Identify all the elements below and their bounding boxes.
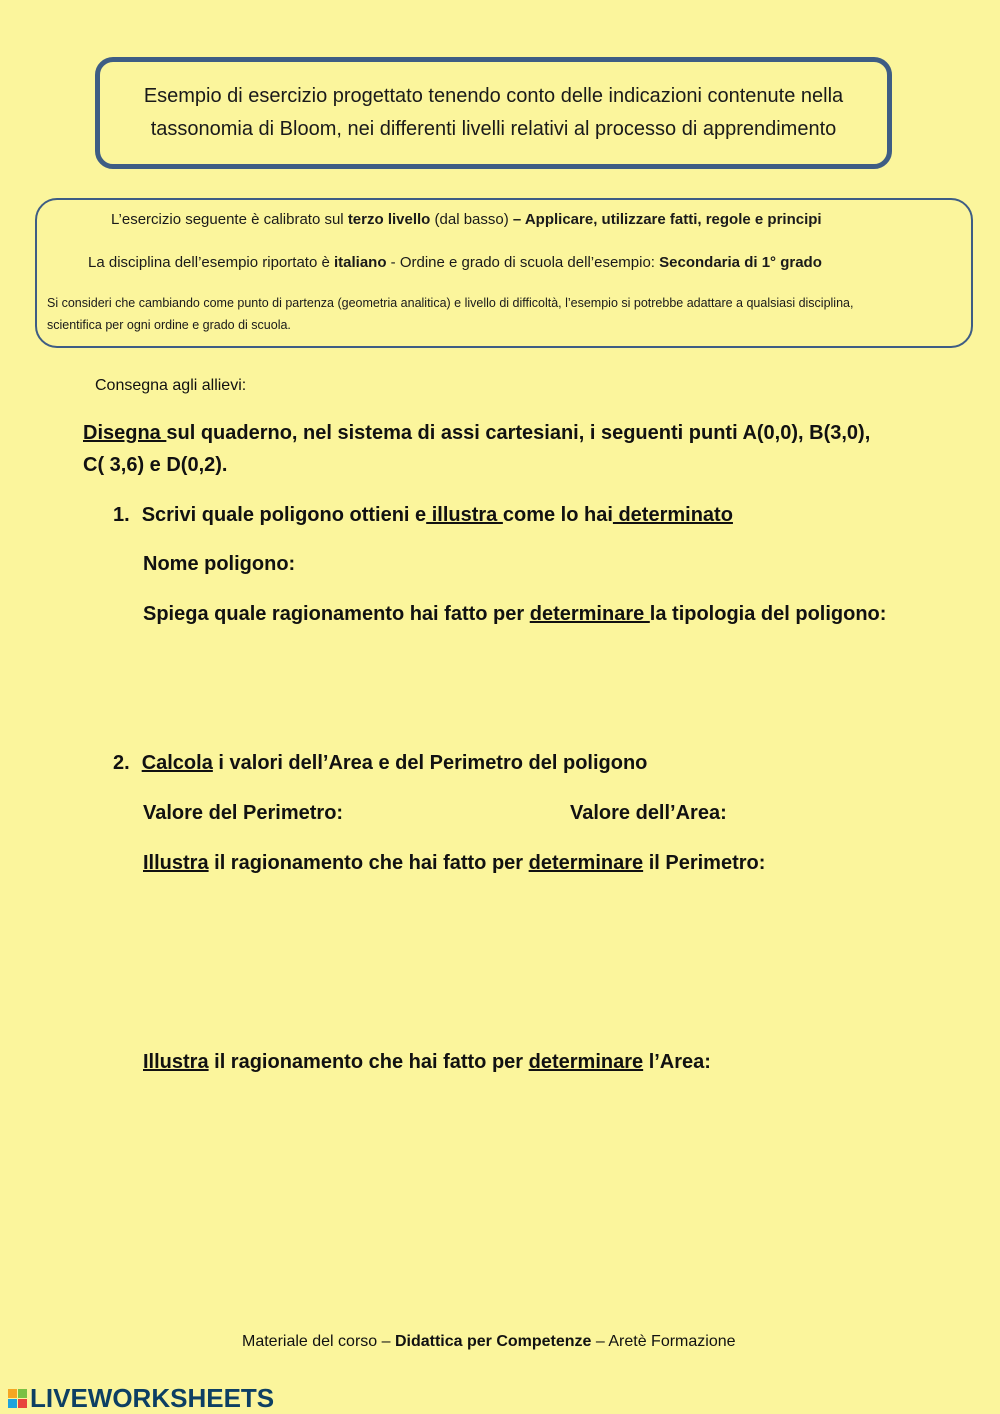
liveworksheets-logo[interactable] [8,1383,274,1414]
illustra-perimetro-determinare: determinare [528,852,644,874]
question-1-determinato: determinato [612,504,733,526]
question-2-calcola: Calcola [141,752,213,774]
question-1-text-mid: come lo hai [502,504,613,526]
question-1 [113,504,733,527]
school-grade-value: Secondaria di 1° grado [659,254,822,271]
footer [242,1333,736,1351]
note-line-2: scientifica per ogni ordine e grado di scuola. [47,318,291,332]
instruction-verb: Disegna [83,422,167,444]
discipline-line [88,254,822,271]
illustra-area-verb: Illustra [143,1051,209,1073]
discipline-value: italiano [333,254,387,271]
footer-org: – Aretè Formazione [591,1333,736,1350]
spiega-line [143,603,886,626]
question-2-number: 2. [113,752,130,774]
note-line-1: Si consideri che cambiando come punto di partenza (geometria analitica) e livello di difficoltà, l’esempio si potrebbe adattare a qualsiasi disciplina, [47,296,854,310]
header-line-1: Esempio di esercizio progettato tenendo conto delle indicazioni contenute nella [143,85,844,107]
level-value: terzo livello [347,211,431,228]
header-line-2: tassonomia di Bloom, nei differenti livelli relativi al processo di apprendimento [150,118,837,140]
logo-mark-icon [8,1389,27,1408]
area-label: Valore dell’Area: [570,802,727,824]
illustra-area-text: il ragionamento che hai fatto per [208,1051,529,1073]
level-description: – Applicare, utilizzare fatti, regole e principi [512,211,822,228]
question-2-text: i valori dell’Area e del Perimetro del poligono [212,752,648,774]
spiega-determinare: determinare [529,603,650,625]
illustra-area-determinare: determinare [528,1051,644,1073]
discipline-text: La disciplina dell’esempio riportato è [88,254,334,271]
illustra-area-end: l’Area: [643,1051,711,1073]
perimetro-label: Valore del Perimetro: [143,802,344,824]
level-line [111,211,822,228]
instruction-text: sul quaderno, nel sistema di assi cartesiani, i seguenti punti A(0,0), B(3,0), [166,422,871,444]
spiega-text-end: la tipologia del poligono: [649,603,887,625]
consegna-label: Consegna agli allievi: [95,377,247,394]
level-text: L’esercizio seguente è calibrato sul [111,211,348,228]
question-1-number: 1. [113,504,130,526]
instruction-line-2: C( 3,6) e D(0,2). [83,454,228,476]
footer-course: Didattica per Competenze [394,1333,592,1350]
level-note: (dal basso) [430,211,513,228]
spiega-text: Spiega quale ragionamento hai fatto per [143,603,530,625]
illustra-perimetro-end: il Perimetro: [643,852,766,874]
question-1-illustra: illustra [426,504,503,526]
instruction-line-1 [83,422,870,445]
logo-text: LIVEWORKSHEETS [30,1383,275,1413]
illustra-perimetro-line [143,852,765,875]
info-box [35,198,973,348]
illustra-perimetro-text: il ragionamento che hai fatto per [208,852,529,874]
illustra-perimetro-verb: Illustra [143,852,209,874]
nome-poligono-label: Nome poligono: [143,553,296,575]
question-1-text: Scrivi quale poligono ottieni e [141,504,427,526]
question-2 [113,752,647,775]
illustra-area-line [143,1051,711,1074]
header-box [95,57,892,169]
footer-text: Materiale del corso – [242,1333,395,1350]
school-grade-text: - Ordine e grado di scuola dell’esempio: [386,254,660,271]
